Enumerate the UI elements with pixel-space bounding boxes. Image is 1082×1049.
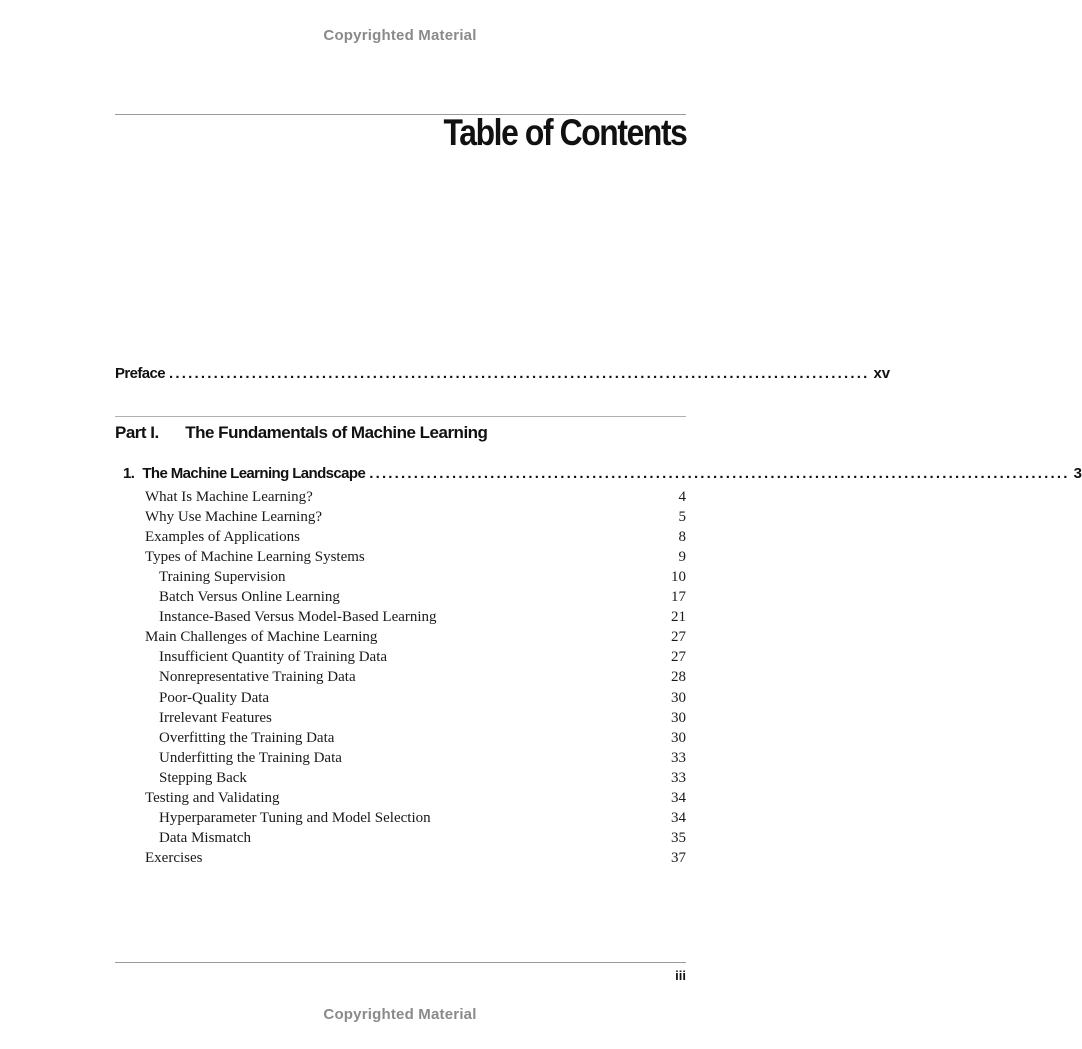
toc-chapter-row[interactable]	[123, 465, 1082, 482]
toc-entry[interactable]	[159, 647, 686, 667]
toc-entry[interactable]	[159, 667, 686, 687]
toc-entry-page: 28	[671, 669, 686, 686]
toc-entry-title: Overfitting the Training Data	[159, 729, 335, 746]
part-title: The Fundamentals of Machine Learning	[185, 423, 488, 442]
toc-entry[interactable]	[145, 487, 686, 507]
toc-entry-page: 34	[671, 809, 686, 826]
toc-entry-page: 30	[671, 709, 686, 726]
page-folio: iii	[675, 968, 686, 983]
chapter-title: The Machine Learning Landscape	[142, 465, 366, 482]
footer-rule	[115, 962, 686, 963]
dot-leader: ..............................................................................................................	[169, 365, 870, 382]
dot-leader: ..............................................................................................................	[369, 465, 1070, 482]
toc-entry[interactable]	[159, 688, 686, 708]
toc-entry-title: Main Challenges of Machine Learning	[145, 629, 378, 646]
toc-entry[interactable]	[145, 527, 686, 547]
part-label: Part I.	[115, 423, 159, 442]
toc-entry-title: Examples of Applications	[145, 529, 300, 546]
preface-page: xv	[873, 365, 891, 382]
toc-entry[interactable]	[159, 808, 686, 828]
toc-entry-page: 17	[671, 589, 686, 606]
toc-entry-page: 21	[671, 609, 686, 626]
toc-entry[interactable]	[159, 587, 686, 607]
toc-entry-page: 34	[671, 789, 686, 806]
toc-entry-title: Testing and Validating	[145, 789, 280, 806]
toc-entry[interactable]	[159, 768, 686, 788]
page-title: Table of Contents	[443, 112, 686, 153]
toc-entry-title: Batch Versus Online Learning	[159, 589, 340, 606]
toc-entry[interactable]	[145, 507, 686, 527]
toc-entry-title: Hyperparameter Tuning and Model Selection	[159, 809, 431, 826]
toc-entry[interactable]	[145, 547, 686, 567]
chapter-number: 1.	[123, 465, 135, 482]
toc-entry-page: 30	[671, 689, 686, 706]
toc-entry-page: 9	[678, 549, 686, 566]
preface-label: Preface	[115, 365, 166, 382]
toc-preface-row[interactable]	[115, 365, 891, 382]
toc-entry-page: 35	[671, 829, 686, 846]
toc-entry-page: 10	[671, 569, 686, 586]
toc-entry-title: Why Use Machine Learning?	[145, 509, 323, 526]
toc-entry-title: Types of Machine Learning Systems	[145, 549, 365, 566]
toc-entry[interactable]	[145, 627, 686, 647]
watermark-bottom: Copyrighted Material	[323, 1006, 477, 1023]
chapter-page: 3	[1073, 465, 1082, 482]
toc-entry-title: Training Supervision	[159, 569, 286, 586]
toc-entry-title: Nonrepresentative Training Data	[159, 669, 356, 686]
watermark-top: Copyrighted Material	[323, 27, 477, 44]
toc-entry[interactable]	[159, 708, 686, 728]
toc-entry[interactable]	[159, 567, 686, 587]
part-rule	[115, 416, 686, 417]
toc-entry[interactable]	[159, 607, 686, 627]
toc-entry[interactable]	[145, 788, 686, 808]
toc-entry-page: 4	[678, 489, 686, 505]
toc-entry-title: Instance-Based Versus Model-Based Learning	[159, 609, 437, 626]
toc-entry-page: 33	[671, 769, 686, 786]
toc-entry-title: Insufficient Quantity of Training Data	[159, 649, 388, 666]
toc-entry-page: 5	[678, 509, 686, 526]
toc-entry-page: 30	[671, 729, 686, 746]
toc-entry-page: 27	[671, 649, 686, 666]
toc-entry-title: Irrelevant Features	[159, 709, 272, 726]
toc-entry[interactable]	[159, 728, 686, 748]
toc-entry-page: 37	[671, 849, 686, 866]
toc-entry[interactable]	[145, 848, 686, 868]
toc-entry-title: Exercises	[145, 849, 203, 866]
toc-entry[interactable]	[159, 748, 686, 768]
toc-entry-page: 8	[678, 529, 686, 546]
toc-entry[interactable]	[159, 828, 686, 848]
toc-entry-title: Poor-Quality Data	[159, 689, 270, 706]
part-heading	[115, 423, 487, 443]
toc-entry-title: Stepping Back	[159, 769, 247, 786]
toc-entry-page: 33	[671, 749, 686, 766]
toc-entry-title: Underfitting the Training Data	[159, 749, 342, 766]
toc-entry-title: Data Mismatch	[159, 829, 252, 846]
toc-entry-page: 27	[671, 629, 686, 646]
toc-entry-title: What Is Machine Learning?	[145, 489, 313, 505]
